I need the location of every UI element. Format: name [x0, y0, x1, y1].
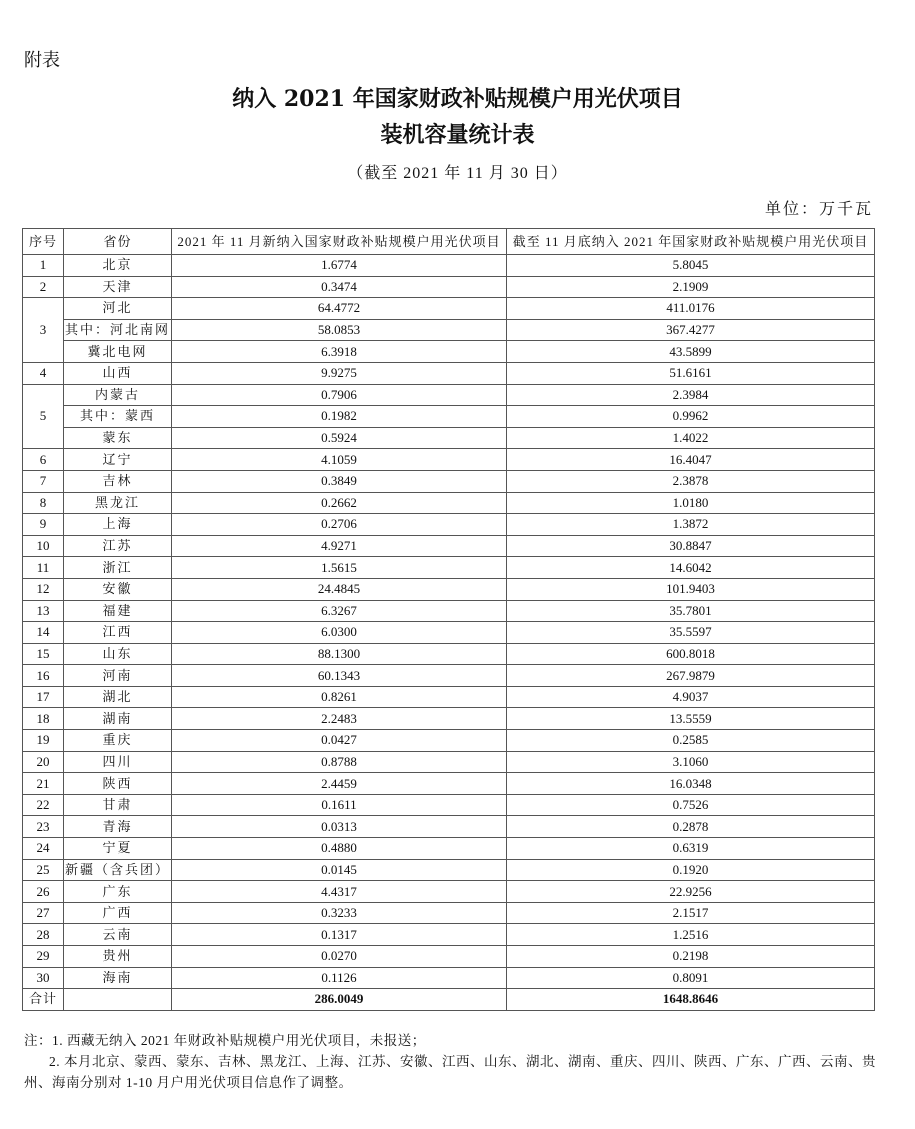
- table-row: [23, 492, 875, 514]
- cell-province: 山西: [64, 362, 172, 384]
- cell-cumulative-capacity: 101.9403: [507, 578, 875, 600]
- table-row: [23, 600, 875, 622]
- header-province: 省份: [64, 229, 172, 255]
- cell-new-capacity: 1.5615: [172, 557, 507, 579]
- cell-new-capacity: 0.3849: [172, 470, 507, 492]
- appendix-label: 附表: [24, 50, 60, 71]
- header-cumulative-capacity: 截至 11 月底纳入 2021 年国家财政补贴规模户用光伏项目: [507, 229, 875, 255]
- cell-province: 北京: [64, 255, 172, 277]
- table-row: [23, 557, 875, 579]
- table-row: [23, 470, 875, 492]
- cell-new-capacity: 0.5924: [172, 427, 507, 449]
- cell-index: 21: [23, 773, 64, 795]
- cell-province: 广西: [64, 902, 172, 924]
- cell-province: 四川: [64, 751, 172, 773]
- cell-cumulative-capacity: 35.5597: [507, 622, 875, 644]
- cell-province: 广东: [64, 881, 172, 903]
- table-row: [23, 406, 875, 428]
- cell-new-capacity: 4.1059: [172, 449, 507, 471]
- table-row: [23, 881, 875, 903]
- cell-index: 26: [23, 881, 64, 903]
- cell-index: 13: [23, 600, 64, 622]
- cell-cumulative-capacity: 4.9037: [507, 686, 875, 708]
- table-row: [23, 341, 875, 363]
- cell-index: 11: [23, 557, 64, 579]
- cell-province: 吉林: [64, 470, 172, 492]
- cell-total-province: [64, 989, 172, 1011]
- cell-province: 海南: [64, 967, 172, 989]
- cell-index: 1: [23, 255, 64, 277]
- cell-index: 27: [23, 902, 64, 924]
- cell-new-capacity: 4.9271: [172, 535, 507, 557]
- table-row: [23, 838, 875, 860]
- cell-index: 29: [23, 946, 64, 968]
- cell-province: 蒙东: [64, 427, 172, 449]
- cell-new-capacity: 6.0300: [172, 622, 507, 644]
- cell-new-capacity: 88.1300: [172, 643, 507, 665]
- cell-new-capacity: 0.1611: [172, 794, 507, 816]
- table-row: [23, 514, 875, 536]
- cell-province: 湖南: [64, 708, 172, 730]
- cell-cumulative-capacity: 367.4277: [507, 319, 875, 341]
- table-row: [23, 384, 875, 406]
- cell-cumulative-capacity: 16.0348: [507, 773, 875, 795]
- cell-cumulative-capacity: 22.9256: [507, 881, 875, 903]
- table-row: [23, 730, 875, 752]
- cell-new-capacity: 0.0427: [172, 730, 507, 752]
- table-row: [23, 773, 875, 795]
- cell-index: 5: [23, 384, 64, 449]
- cell-new-capacity: 60.1343: [172, 665, 507, 687]
- table-row: [23, 794, 875, 816]
- cell-new-capacity: 6.3267: [172, 600, 507, 622]
- cell-index: 17: [23, 686, 64, 708]
- cell-province: 江西: [64, 622, 172, 644]
- cell-province: 湖北: [64, 686, 172, 708]
- cell-total-label: 合计: [23, 989, 64, 1011]
- table-row: [23, 535, 875, 557]
- table-row: [23, 924, 875, 946]
- cell-cumulative-capacity: 1.4022: [507, 427, 875, 449]
- cell-new-capacity: 1.6774: [172, 255, 507, 277]
- cell-province: 安徽: [64, 578, 172, 600]
- cell-new-capacity: 0.1982: [172, 406, 507, 428]
- table-row: [23, 578, 875, 600]
- cell-index: 24: [23, 838, 64, 860]
- cell-province: 陕西: [64, 773, 172, 795]
- cell-cumulative-capacity: 2.3878: [507, 470, 875, 492]
- cell-cumulative-capacity: 1.0180: [507, 492, 875, 514]
- cell-cumulative-capacity: 1.2516: [507, 924, 875, 946]
- cell-cumulative-capacity: 2.3984: [507, 384, 875, 406]
- cell-cumulative-capacity: 5.8045: [507, 255, 875, 277]
- cell-province: 其中：蒙西: [64, 406, 172, 428]
- cell-new-capacity: 0.4880: [172, 838, 507, 860]
- cell-new-capacity: 0.0270: [172, 946, 507, 968]
- cell-index: 6: [23, 449, 64, 471]
- cell-province: 其中：河北南网: [64, 319, 172, 341]
- table-row: [23, 319, 875, 341]
- cell-index: 10: [23, 535, 64, 557]
- cell-new-capacity: 0.0313: [172, 816, 507, 838]
- cell-cumulative-capacity: 600.8018: [507, 643, 875, 665]
- cell-cumulative-capacity: 0.2198: [507, 946, 875, 968]
- cell-cumulative-capacity: 0.1920: [507, 859, 875, 881]
- cell-new-capacity: 64.4772: [172, 298, 507, 320]
- table-row: [23, 751, 875, 773]
- table-total-row: [23, 989, 875, 1011]
- cell-province: 甘肃: [64, 794, 172, 816]
- cell-index: 4: [23, 362, 64, 384]
- cell-new-capacity: 0.7906: [172, 384, 507, 406]
- cell-province: 内蒙古: [64, 384, 172, 406]
- cell-cumulative-capacity: 3.1060: [507, 751, 875, 773]
- cell-index: 7: [23, 470, 64, 492]
- date-subtitle: （截至 2021 年 11 月 30 日）: [347, 165, 568, 182]
- table-row: [23, 686, 875, 708]
- cell-new-capacity: 58.0853: [172, 319, 507, 341]
- cell-cumulative-capacity: 411.0176: [507, 298, 875, 320]
- cell-new-capacity: 4.4317: [172, 881, 507, 903]
- cell-new-capacity: 0.8261: [172, 686, 507, 708]
- cell-cumulative-capacity: 30.8847: [507, 535, 875, 557]
- cell-province: 天津: [64, 276, 172, 298]
- table-row: [23, 622, 875, 644]
- cell-cumulative-capacity: 43.5899: [507, 341, 875, 363]
- cell-cumulative-capacity: 0.6319: [507, 838, 875, 860]
- table-row: [23, 276, 875, 298]
- cell-province: 上海: [64, 514, 172, 536]
- cell-index: 18: [23, 708, 64, 730]
- cell-index: 25: [23, 859, 64, 881]
- cell-index: 9: [23, 514, 64, 536]
- table-row: [23, 255, 875, 277]
- cell-index: 2: [23, 276, 64, 298]
- cell-index: 8: [23, 492, 64, 514]
- header-new-capacity: 2021 年 11 月新纳入国家财政补贴规模户用光伏项目: [172, 229, 507, 255]
- table-row: [23, 816, 875, 838]
- cell-cumulative-capacity: 1.3872: [507, 514, 875, 536]
- table-row: [23, 449, 875, 471]
- note-2: 2. 本月北京、蒙西、蒙东、吉林、黑龙江、上海、江苏、安徽、江西、山东、湖北、湖南、重庆、四川、陕西、广东、广西、云南、贵州、海南分别对 1-10 月户用光伏项目信息作了调整。: [24, 1054, 876, 1090]
- table-row: [23, 362, 875, 384]
- table-row: [23, 902, 875, 924]
- cell-province: 宁夏: [64, 838, 172, 860]
- cell-province: 福建: [64, 600, 172, 622]
- unit-label: 单位：万千瓦: [764, 201, 873, 218]
- cell-province: 江苏: [64, 535, 172, 557]
- table-row: [23, 427, 875, 449]
- cell-cumulative-capacity: 267.9879: [507, 665, 875, 687]
- cell-cumulative-capacity: 14.6042: [507, 557, 875, 579]
- document-title-line1: 纳入 2021 年国家财政补贴规模户用光伏项目: [232, 86, 683, 112]
- cell-new-capacity: 0.1317: [172, 924, 507, 946]
- cell-cumulative-capacity: 0.8091: [507, 967, 875, 989]
- table-row: [23, 859, 875, 881]
- cell-new-capacity: 2.2483: [172, 708, 507, 730]
- cell-new-capacity: 2.4459: [172, 773, 507, 795]
- table-row: [23, 643, 875, 665]
- cell-total-new: 286.0049: [172, 989, 507, 1011]
- cell-new-capacity: 0.3474: [172, 276, 507, 298]
- cell-new-capacity: 0.2662: [172, 492, 507, 514]
- cell-index: 20: [23, 751, 64, 773]
- cell-province: 青海: [64, 816, 172, 838]
- document-title-line2: 装机容量统计表: [380, 122, 535, 148]
- cell-index: 3: [23, 298, 64, 363]
- cell-index: 14: [23, 622, 64, 644]
- table-row: [23, 708, 875, 730]
- table-body: [23, 255, 875, 1011]
- cell-province: 河南: [64, 665, 172, 687]
- cell-province: 重庆: [64, 730, 172, 752]
- cell-province: 新疆（含兵团）: [64, 859, 172, 881]
- cell-new-capacity: 0.2706: [172, 514, 507, 536]
- cell-cumulative-capacity: 0.2585: [507, 730, 875, 752]
- cell-cumulative-capacity: 16.4047: [507, 449, 875, 471]
- cell-new-capacity: 6.3918: [172, 341, 507, 363]
- cell-cumulative-capacity: 51.6161: [507, 362, 875, 384]
- table-row: [23, 946, 875, 968]
- cell-cumulative-capacity: 2.1517: [507, 902, 875, 924]
- cell-index: 12: [23, 578, 64, 600]
- cell-cumulative-capacity: 0.9962: [507, 406, 875, 428]
- cell-province: 云南: [64, 924, 172, 946]
- cell-new-capacity: 0.1126: [172, 967, 507, 989]
- cell-index: 19: [23, 730, 64, 752]
- cell-new-capacity: 0.3233: [172, 902, 507, 924]
- table-header-row: [23, 229, 875, 255]
- table-row: [23, 298, 875, 320]
- cell-index: 22: [23, 794, 64, 816]
- capacity-table: [22, 228, 875, 1011]
- cell-province: 浙江: [64, 557, 172, 579]
- cell-new-capacity: 0.0145: [172, 859, 507, 881]
- cell-new-capacity: 24.4845: [172, 578, 507, 600]
- header-index: 序号: [23, 229, 64, 255]
- note-1: 注：1. 西藏无纳入 2021 年财政补贴规模户用光伏项目，未报送；: [24, 1033, 426, 1048]
- cell-province: 山东: [64, 643, 172, 665]
- cell-province: 贵州: [64, 946, 172, 968]
- table-row: [23, 665, 875, 687]
- cell-province: 黑龙江: [64, 492, 172, 514]
- cell-new-capacity: 0.8788: [172, 751, 507, 773]
- cell-province: 辽宁: [64, 449, 172, 471]
- cell-cumulative-capacity: 0.7526: [507, 794, 875, 816]
- cell-index: 16: [23, 665, 64, 687]
- cell-index: 30: [23, 967, 64, 989]
- cell-cumulative-capacity: 13.5559: [507, 708, 875, 730]
- cell-province: 冀北电网: [64, 341, 172, 363]
- cell-total-cumulative: 1648.8646: [507, 989, 875, 1011]
- table-row: [23, 967, 875, 989]
- cell-index: 23: [23, 816, 64, 838]
- cell-index: 15: [23, 643, 64, 665]
- cell-province: 河北: [64, 298, 172, 320]
- cell-index: 28: [23, 924, 64, 946]
- cell-cumulative-capacity: 35.7801: [507, 600, 875, 622]
- cell-cumulative-capacity: 0.2878: [507, 816, 875, 838]
- cell-cumulative-capacity: 2.1909: [507, 276, 875, 298]
- notes: [24, 1030, 894, 1093]
- cell-new-capacity: 9.9275: [172, 362, 507, 384]
